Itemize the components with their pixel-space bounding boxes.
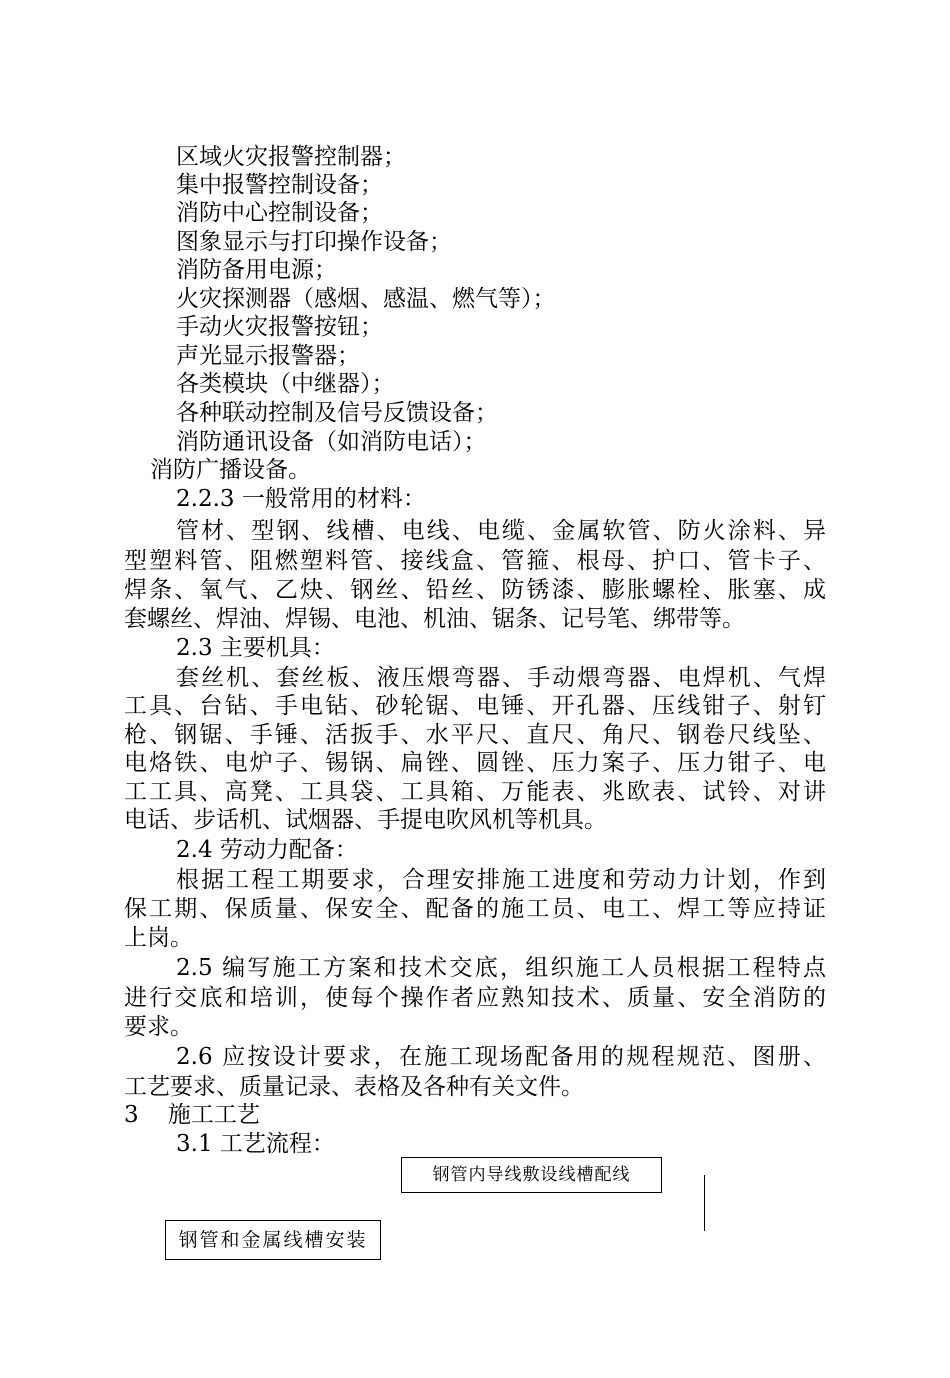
equipment-item: 手动火灾报警按钮； <box>176 314 383 340</box>
paragraph-line: 2.6 应按设计要求，在施工现场配备用的规程规范、图册、 <box>176 1044 826 1070</box>
equipment-item: 消防通讯设备（如消防电话）； <box>176 429 487 455</box>
paragraph-line: 工工具、高凳、工具袋、工具箱、万能表、兆欧表、试铃、对讲 <box>124 779 826 805</box>
paragraph-line: 型塑料管、阻燃塑料管、接线盒、管箍、根母、护口、管卡子、 <box>124 548 826 574</box>
section-heading-3-1: 3.1 工艺流程： <box>176 1131 335 1157</box>
equipment-item: 图象显示与打印操作设备； <box>176 229 452 255</box>
paragraph-line: 2.5 编写施工方案和技术交底，组织施工人员根据工程特点 <box>176 955 826 981</box>
section-heading-2-3: 2.3 主要机具： <box>176 635 335 661</box>
section-heading-3: 3 施工工艺 <box>124 1102 260 1128</box>
paragraph-line: 电话、步话机、试烟器、手提电吹风机等机具。 <box>124 807 607 833</box>
equipment-item: 消防中心控制设备； <box>176 200 383 226</box>
paragraph-line: 套螺丝、焊油、焊锡、电池、机油、锯条、记号笔、绑带等。 <box>124 606 745 632</box>
paragraph-line: 要求。 <box>124 1014 193 1040</box>
flow-connector-line <box>704 1175 705 1231</box>
flow-box-wire-laying: 钢管内导线敷设线槽配线 <box>401 1157 662 1193</box>
flow-box-conduit-install: 钢管和金属线槽安装 <box>165 1220 381 1260</box>
equipment-item: 区域火灾报警控制器； <box>176 144 406 170</box>
section-heading-2-4: 2.4 劳动力配备： <box>176 837 358 863</box>
paragraph-line: 管材、型钢、线槽、电线、电缆、金属软管、防火涂料、异 <box>176 518 826 544</box>
equipment-item: 火灾探测器（感烟、感温、燃气等）； <box>176 286 556 312</box>
paragraph-line: 电烙铁、电炉子、锡锅、扁锉、圆锉、压力案子、压力钳子、电 <box>124 750 826 776</box>
paragraph-line: 焊条、氧气、乙炔、钢丝、铅丝、防锈漆、膨胀螺栓、胀塞、成 <box>124 577 826 603</box>
paragraph-line: 枪、钢锯、手锤、活扳手、水平尺、直尺、角尺、钢卷尺线坠、 <box>124 722 826 748</box>
equipment-item: 各类模块（中继器）； <box>176 371 395 397</box>
equipment-item: 消防备用电源； <box>176 257 337 283</box>
paragraph-line: 根据工程工期要求，合理安排施工进度和劳动力计划，作到 <box>176 867 826 893</box>
paragraph-line: 进行交底和培训，使每个操作者应熟知技术、质量、安全消防的 <box>124 985 826 1011</box>
equipment-item: 集中报警控制设备； <box>176 172 383 198</box>
paragraph-line: 工艺要求、质量记录、表格及各种有关文件。 <box>124 1074 584 1100</box>
paragraph-line: 保工期、保质量、保安全、配备的施工员、电工、焊工等应持证 <box>124 896 826 922</box>
equipment-item: 声光显示报警器； <box>176 343 360 369</box>
paragraph-line: 工具、台钻、手电钻、砂轮锯、电锤、开孔器、压线钳子、射钉 <box>124 693 826 719</box>
equipment-item-last: 消防广播设备。 <box>150 457 311 483</box>
section-heading-2-2-3: 2.2.3 一般常用的材料： <box>176 486 426 512</box>
equipment-item: 各种联动控制及信号反馈设备； <box>176 400 498 426</box>
paragraph-line: 上岗。 <box>124 925 193 951</box>
paragraph-line: 套丝机、套丝板、液压煨弯器、手动煨弯器、电焊机、气焊 <box>176 665 826 691</box>
